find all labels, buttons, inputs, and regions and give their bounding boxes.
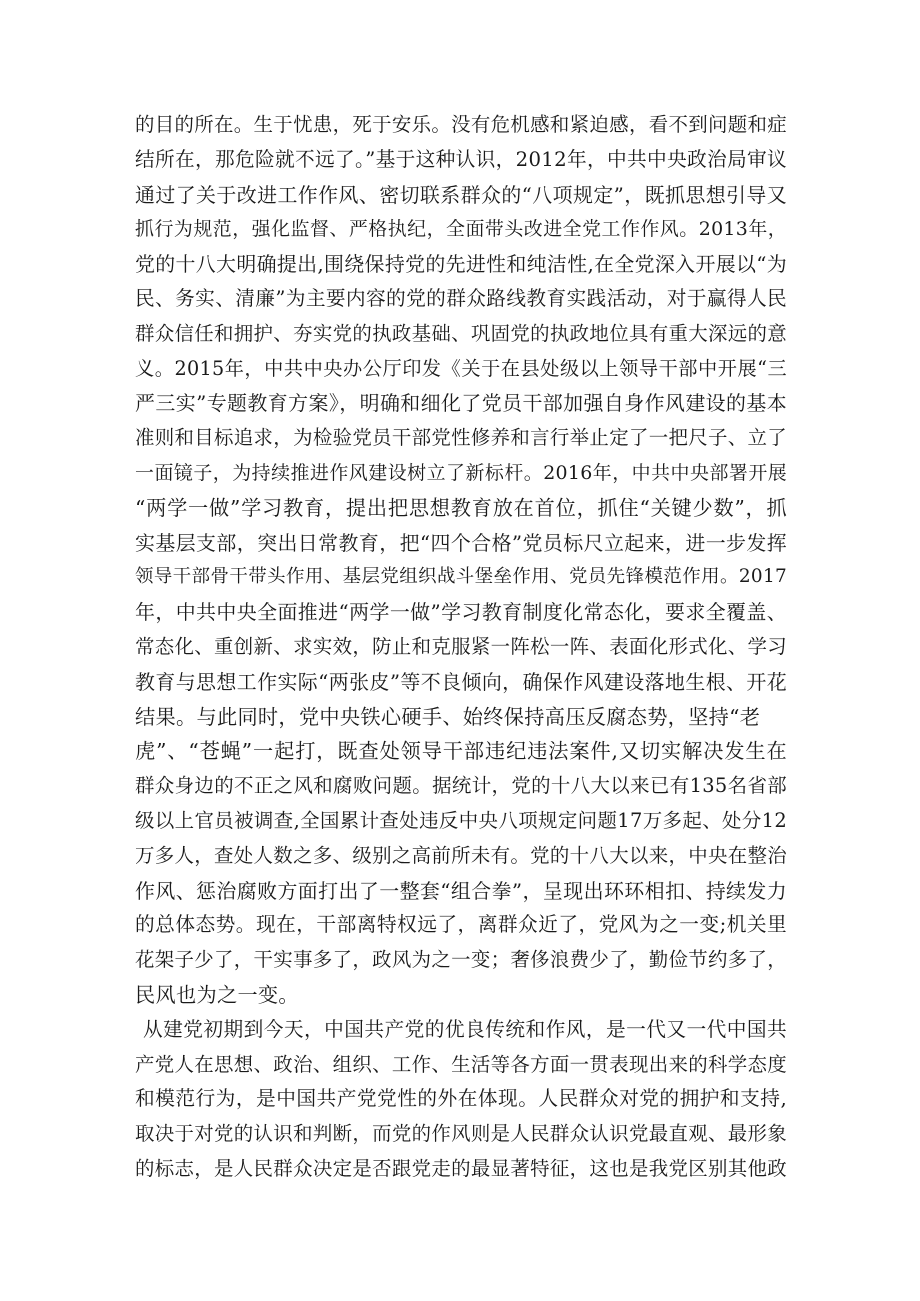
text-line: 教育与思想工作实际“两张皮”等不良倾向，确保作风建设落地生根、开花 [135, 669, 787, 694]
text-line: 和模范行为，是中国共产党党性的外在体现。人民群众对党的拥护和支持, [135, 1087, 787, 1111]
text-line: 民风也为之一变。 [135, 982, 299, 1007]
text-line: 万多人，查处人数之多、级别之高前所未有。党的十八大以来，中央在整治 [135, 843, 787, 867]
text-line: 一面镜子，为持续推进作风建设树立了新标杆。2016年，中共中央部署开展 [135, 461, 787, 484]
text-line: 结所在，那危险就不远了。”基于这种认识，2012年，中共中央政治局审议 [135, 147, 787, 171]
text-line: 作风、惩治腐败方面打出了一整套“组合拳”，呈现出环环相扣、持续发力 [135, 878, 787, 903]
text-line: 级以上官员被调查,全国累计查处违反中央八项规定问题17万多起、处分12 [135, 808, 787, 832]
text-line: 常态化、重创新、求实效，防止和克服紧一阵松一阵、表面化形式化、学习 [135, 634, 787, 658]
text-line: 通过了关于改进工作作风、密切联系群众的“八项规定”，既抓思想引导又 [135, 182, 787, 207]
text-line: 虎”、“苍蝇”一起打，既查处领导干部违纪违法案件,又切实解决发生在 [135, 739, 787, 764]
text-line: 的目的所在。生于忧患，死于安乐。没有危机感和紧迫感，看不到问题和症 [135, 113, 787, 136]
text-line: 党的十八大明确提出,围绕保持党的先进性和纯洁性,在全党深入开展以“为 [135, 252, 787, 277]
text-line: 准则和目标追求，为检验党员干部党性修养和言行举止定了一把尺子、立了 [135, 426, 787, 450]
text-line: 花架子少了，干实事多了，政风为之一变；奢侈浪费少了，勤俭节约多了， [135, 948, 787, 972]
text-line: 取决于对党的认识和判断，而党的作风则是人民群众认识党最直观、最形象 [135, 1122, 787, 1146]
text-line: 群众信任和拥护、夯实党的执政基础、巩固党的执政地位具有重大深远的意 [135, 321, 787, 345]
text-line: 结果。与此同时，党中央铁心硬手、始终保持高压反腐态势，坚持“老 [135, 704, 761, 729]
text-line: 年，中共中央全面推进“两学一做”学习教育制度化常态化，要求全覆盖、 [135, 600, 787, 625]
text-line: 实基层支部，突出日常教育，把“四个合格”党员标尺立起来，进一步发挥 [135, 530, 787, 555]
text-line: 严三实”专题教育方案》，明确和细化了党员干部加强自身作风建设的基本 [135, 391, 787, 416]
text-line: “两学一做”学习教育，提出把思想教育放在首位，抓住“关键少数”，抓 [135, 495, 787, 520]
text-line: 民、务实、清廉”为主要内容的党的群众路线教育实践活动，对于赢得人民 [135, 286, 787, 310]
text-line: 抓行为规范，强化监督、严格执纪，全面带头改进全党工作作风。2013年， [135, 218, 787, 241]
text-line: 义。2015年，中共中央办公厅印发《关于在县处级以上领导干部中开展“三 [135, 356, 787, 380]
text-line: 领导干部骨干带头作用、基层党组织战斗堡垒作用、党员先锋模范作用。2017 [135, 566, 787, 588]
text-line: 群众身边的不正之风和腐败问题。据统计，党的十八大以来已有135名省部 [135, 774, 787, 798]
text-line: 产党人在思想、政治、组织、工作、生活等各方面一贯表现出来的科学态度 [135, 1052, 787, 1076]
text-line: 的标志，是人民群众决定是否跟党走的最显著特征，这也是我党区别其他政 [135, 1156, 787, 1180]
text-line: 的总体态势。现在，干部离特权远了，离群众近了，党风为之一变;机关里 [135, 913, 787, 937]
text-line: 从建党初期到今天，中国共产党的优良传统和作风，是一代又一代中国共 [143, 1017, 787, 1041]
body-text [135, 108, 787, 1187]
